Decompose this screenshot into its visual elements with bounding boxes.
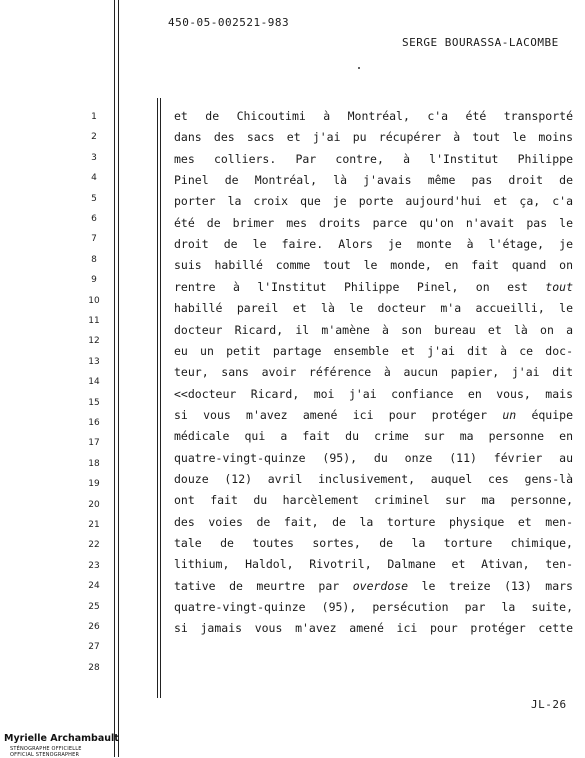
transcript-line: porter la croix que je porte aujourd'hui et ça, c'a	[174, 194, 573, 209]
line-number: 11	[88, 316, 100, 326]
line-number: 20	[88, 499, 100, 510]
transcript-line: des voies de fait, de la torture physique et men-	[174, 514, 573, 529]
transcript-line: quatre-vingt-quinze (95), persécution par la suite,	[174, 600, 573, 615]
line-number: 15	[88, 397, 100, 408]
page-code: JL-26	[531, 698, 567, 711]
stenographer-name: Myrielle Archambault	[4, 733, 119, 744]
transcript-line: docteur Ricard, il m'amène à son bureau et là on a	[174, 322, 573, 337]
transcript-line: habillé pareil et là le docteur m'a accueilli, le	[174, 301, 573, 316]
line-number: 4	[91, 173, 97, 184]
line-number: 16	[88, 418, 100, 428]
stenographer-title-en: OFFICIAL STENOGRAPHER	[10, 752, 80, 758]
speck	[358, 67, 360, 69]
line-number: 24	[88, 581, 100, 592]
text-margin-rule-left	[157, 98, 158, 698]
transcript-line: été de brimer mes droits parce qu'on n'avait pas le	[174, 215, 573, 230]
line-number: 10	[88, 295, 100, 306]
transcript-line: tative de meurtre par overdose le treize (13) mars	[174, 578, 573, 593]
line-number: 9	[91, 275, 97, 286]
line-number: 12	[88, 336, 100, 347]
line-number: 22	[88, 540, 100, 551]
transcript-line: ont fait du harcèlement criminel sur ma personne,	[174, 493, 573, 508]
transcript-line: eu un petit partage ensemble et j'ai dit à ce doc-	[174, 343, 573, 358]
line-number: 18	[88, 458, 100, 469]
left-margin-rule-inner	[118, 0, 119, 757]
left-margin-rule-outer	[114, 0, 115, 757]
transcript-line: tale de toutes sortes, de la torture chimique,	[174, 536, 573, 550]
line-number: 17	[88, 438, 100, 449]
line-number: 3	[91, 152, 97, 163]
line-number: 26	[88, 622, 100, 632]
line-number: 28	[88, 662, 100, 673]
line-number: 2	[91, 132, 97, 143]
line-number: 19	[88, 479, 100, 490]
transcript-line: lithium, Haldol, Rivotril, Dalmane et Ativan, ten-	[174, 557, 573, 572]
line-number: 7	[91, 234, 97, 245]
transcript-line: quatre-vingt-quinze (95), du onze (11) février au	[174, 450, 573, 465]
stenographer-title-fr: STÉNOGRAPHE OFFICIELLE	[10, 746, 82, 752]
line-number: 25	[88, 601, 100, 612]
transcript-line: suis habillé comme tout le monde, en fait quand on	[174, 258, 573, 273]
line-number: 5	[91, 193, 97, 204]
transcript-line: si jamais vous m'avez amené ici pour protéger cette	[174, 621, 573, 636]
file-number: 450-05-002521-983	[168, 16, 290, 29]
transcript-line: <<docteur Ricard, moi j'ai confiance en vous, mais	[174, 386, 573, 401]
transcript-line: douze (12) avril inclusivement, auquel ces gens-là	[174, 471, 573, 486]
transcript-line: médicale qui a fait du crime sur ma personne en	[174, 429, 573, 444]
transcript-line: dans des sacs et j'ai pu récupérer à tout le moins	[174, 130, 573, 145]
line-number: 6	[91, 214, 97, 224]
line-number: 23	[88, 560, 100, 571]
transcript-line: et de Chicoutimi à Montréal, c'a été transporté	[174, 109, 573, 123]
line-number: 27	[88, 642, 100, 653]
line-number: 8	[91, 254, 97, 265]
transcript-line: mes colliers. Par contre, à l'Institut Philippe	[174, 151, 573, 166]
line-number: 13	[88, 356, 100, 367]
transcript-line: teur, sans avoir référence à aucun papier, j'ai dit	[174, 365, 573, 380]
line-number: 1	[91, 112, 97, 122]
transcript-line: si vous m'avez amené ici pour protéger un équipe	[174, 407, 573, 422]
transcript-line: Pinel de Montréal, là j'avais même pas droit de	[174, 173, 573, 188]
witness-name: SERGE BOURASSA-LACOMBE	[402, 36, 559, 49]
transcript-line: rentre à l'Institut Philippe Pinel, on est tout	[174, 279, 573, 294]
transcript-line: droit de le faire. Alors je monte à l'étage, je	[174, 237, 573, 252]
line-number: 14	[88, 377, 100, 388]
text-margin-rule-right	[160, 98, 161, 698]
line-number: 21	[88, 520, 100, 530]
